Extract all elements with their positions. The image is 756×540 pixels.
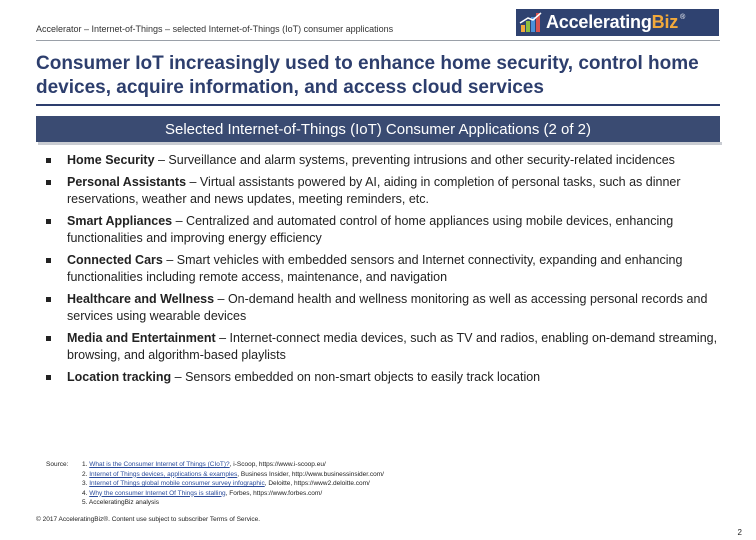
source-detail: , Forbes, https://www.forbes.com/ <box>225 489 323 497</box>
source-item <box>82 470 384 480</box>
bullet-square-icon <box>46 180 51 185</box>
application-term: Location tracking <box>67 370 172 384</box>
logo-word-accelerating: Accelerating <box>546 12 652 32</box>
application-term: Home Security <box>67 153 155 167</box>
source-number: 3. <box>82 480 88 487</box>
breadcrumb: Accelerator – Internet-of-Things – selected Internet-of-Things (IoT) consumer applications <box>36 24 394 34</box>
bullet-square-icon <box>46 258 51 263</box>
list-item <box>46 152 720 169</box>
section-banner: Selected Internet-of-Things (IoT) Consumer Applications (2 of 2) <box>36 116 720 142</box>
application-description: – Smart vehicles with embedded sensors and Internet connectivity, expanding and enhancing functionalities including remote access, maintenance, and navigation <box>67 253 683 284</box>
source-item <box>82 460 384 470</box>
logo-wordmark <box>546 12 685 33</box>
source-detail: AcceleratingBiz analysis <box>88 499 159 506</box>
list-item <box>46 252 720 286</box>
application-term: Smart Appliances <box>67 214 173 228</box>
copyright-notice: © 2017 AcceleratingBiz®. Content use subject to subscriber Terms of Service. <box>36 516 261 523</box>
application-term: Personal Assistants <box>67 175 187 189</box>
bullet-square-icon <box>46 336 51 341</box>
source-number: 5. <box>82 499 88 506</box>
list-item <box>46 291 720 325</box>
bullet-square-icon <box>46 158 51 163</box>
source-detail: , Business Insider, http://www.businessinsider.com/ <box>237 470 384 478</box>
source-link[interactable]: Why the consumer Internet Of Things is stalling <box>89 489 226 497</box>
source-link[interactable]: Internet of Things devices, applications & examples <box>89 470 238 478</box>
bullet-square-icon <box>46 297 51 302</box>
application-description: – On-demand health and wellness monitoring as well as accessing personal records and services using wearable devices <box>67 292 708 323</box>
sources-label: Source: <box>46 461 69 468</box>
page-title: Consumer IoT increasingly used to enhance home security, control home devices, acquire information, and access cloud services <box>36 53 699 98</box>
bullet-square-icon <box>46 375 51 380</box>
application-term: Connected Cars <box>67 253 163 267</box>
source-item <box>82 498 384 508</box>
bullet-square-icon <box>46 219 51 224</box>
application-term: Healthcare and Wellness <box>67 292 215 306</box>
application-description: – Surveillance and alarm systems, preventing intrusions and other security-related incidences <box>154 153 675 167</box>
registered-mark: ® <box>680 14 686 21</box>
source-item <box>82 489 384 499</box>
source-number: 2. <box>82 470 88 478</box>
application-list <box>46 152 720 391</box>
application-description: – Internet-connect media devices, such as TV and radios, enabling on-demand streaming, browsing, and algorithm-based playlists <box>67 331 718 362</box>
banner-shadow <box>38 142 722 145</box>
list-item <box>46 330 720 364</box>
source-number: 1. <box>82 461 88 468</box>
list-item <box>46 174 720 208</box>
application-description: – Centralized and automated control of home appliances using mobile devices, enhancing functionalities and improving energy efficiency <box>67 214 674 245</box>
header-divider <box>36 40 720 41</box>
application-description: – Sensors embedded on non-smart objects to easily track location <box>171 370 541 384</box>
application-term: Media and Entertainment <box>67 331 216 345</box>
list-item <box>46 369 720 386</box>
page-number: 2 <box>737 528 742 537</box>
source-detail: , Deloitte, https://www2.deloitte.com/ <box>264 480 370 487</box>
sources-list <box>82 460 384 508</box>
application-description: – Virtual assistants powered by AI, aiding in completion of personal tasks, such as dinner reservations, weather and news updates, meeting reminders, etc. <box>67 175 681 206</box>
source-link[interactable]: What is the Consumer Internet of Things (CIoT)? <box>89 461 230 468</box>
source-number: 4. <box>82 489 88 497</box>
source-detail: , i-Scoop, https://www.i-scoop.eu/ <box>229 461 326 468</box>
source-link[interactable]: Internet of Things global mobile consumer survey infographic <box>89 480 265 487</box>
title-divider <box>36 104 720 106</box>
source-item <box>82 479 384 489</box>
logo-word-biz: Biz <box>651 12 679 32</box>
bar-chart-icon <box>516 9 546 36</box>
list-item <box>46 213 720 247</box>
accelerating-biz-logo <box>516 9 719 36</box>
